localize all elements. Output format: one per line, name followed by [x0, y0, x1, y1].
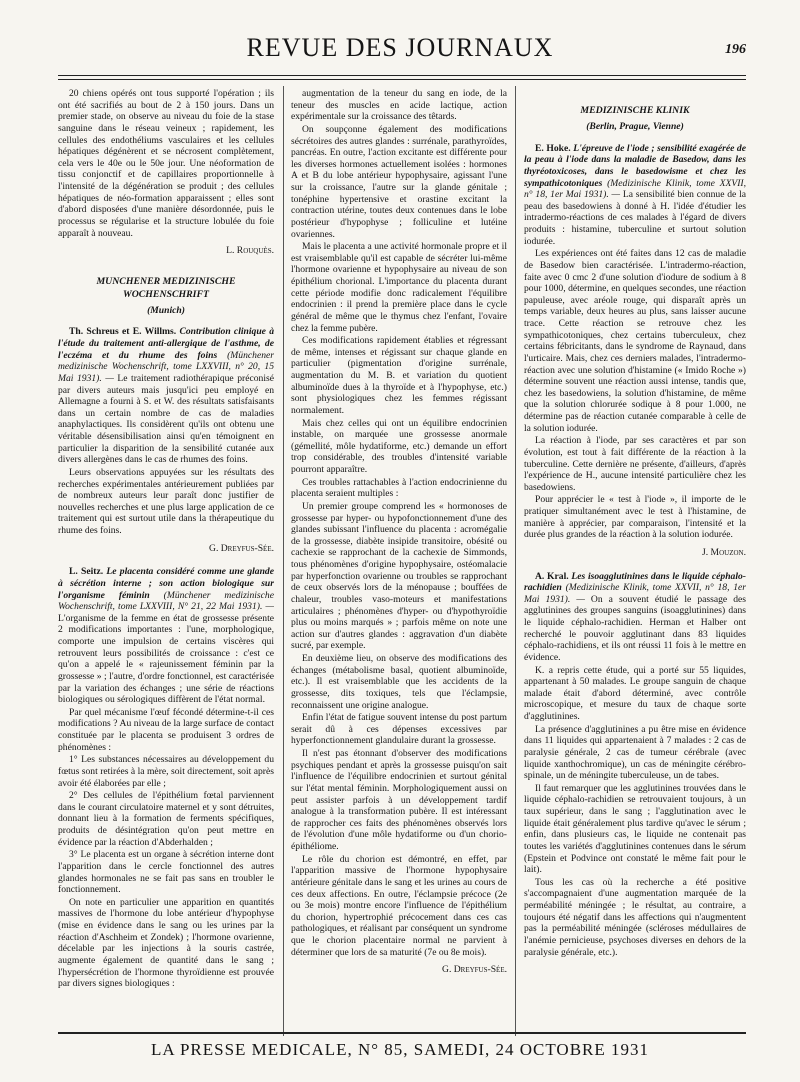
paragraph: On soupçonne également des modifications sécrétoires des autres glandes : surrénale, parathyroïdes, pancréas. En outre, l'action excitante est différente pour les diverses hormones actuellement isolées : hormones A et B du lobe antérieur hypophysaire, agissant l'une sur la croissance, l'autre sur la glande génitale ; tonéphine hypertensive et orastine excitant la contraction utérine, toutes deux contenues dans le lobe postérieur d'hypophyse ; folliculine et lutéine ovariennes. [291, 123, 507, 240]
paragraph: On note en particulier une apparition en quantités massives de l'hormone du lobe antérieur d'hypophyse (mise en évidence dans le sang ou les urines par la réaction d'Aschheim et Zondek) ; l'hormone ovarienne, décelable par les injections à la souris castrée, augmente également de quantité dans le sang ; l'hypersécrétion de l'hormone thyroïdienne est prouvée par divers signes biologiques : [58, 896, 274, 990]
paragraph: 1° Les substances nécessaires au développement du fœtus sont retirées à la mère, soit directement, soit après avoir été élaborées par elle ; [58, 754, 274, 789]
footer-rule [58, 1032, 746, 1034]
article-authors: Th. Schreus et E. Willms. [69, 326, 177, 338]
article-reference: (Medizinische Klinik, tome XXVII, n° 18, 1er Mai 1931). — [524, 177, 746, 201]
journal-title: MEDIZINISCHE KLINIK [580, 105, 690, 116]
signature: L. Rouquès. [226, 245, 274, 257]
signature: J. Mouzon. [702, 546, 746, 558]
article-lead [524, 143, 746, 248]
article-reference: (Medizinische Klinik, tome XXVII, n° 18, 1er Mai 1931). — [524, 582, 746, 605]
paragraph: Tous les cas où la recherche a été positive s'accompagnaient d'une augmentation marquée de la perméabilité méningée ; le résultat, au contraire, a toujours été négatif dans les affections qui n'augmentent pas la perméabilité méningée (scléroses médullaires de l'anémie pernicieuse, psychoses diverses en dehors de la paralysie générale, etc.). [524, 876, 746, 958]
paragraph: Mais chez celles qui ont un équilibre endocrinien instable, on marquée une grossesse anormale (gémellité, môle hydatiforme, etc.) demande un effort trop considérable, des troubles d'intensité variable pourront apparaître. [291, 417, 507, 475]
header-rule-inner [58, 79, 746, 80]
paragraph: Un premier groupe comprend les « hormonoses de grossesse par hyper- ou hypofonctionnement d'une des glandes subissant l'influence du placenta : acromégalie de la grossesse, diabète insipide transitoire, obésité ou cachexie se rapprochant de la cachexie de Simmonds, tous phénomènes d'origine hypophysaire, ostéomalacie par hyperfonction ovarienne ou troubles se rapprochant de ceux observés lors de la ménopause ; bouffées de chaleur, troubles vaso-moteurs et manifestations articulaires ; phénomènes d'hyper- ou d'hypothyroïdie plus ou moins marqués » ; parfois même on note une action sur d'autres glandes : aggravation d'un diabète sucré, par exemple. [291, 500, 507, 652]
paragraph: 2° Des cellules de l'épithélium fœtal parviennent dans le courant circulatoire maternel et y sont détruites, donnant lieu à la formation de ferments spécifiques, produits de désintégration qu'on peut mettre en évidence par la réaction d'Abderhalden ; [58, 790, 274, 848]
paragraph: En deuxième lieu, on observe des modifications des échanges (métabolisme basal, quotient albuminoïde, etc.). Il est vraisemblable que les accidents de la grossesse, dits toxiques, tels que l'éclampsie, reconnaissent une origine analogue. [291, 653, 507, 711]
paragraph: Le rôle du chorion est démontré, en effet, par l'apparition massive de l'hormone hypophysaire antérieure génitale dans le sang et les urines au cours de ces deux affections. En outre, l'éclampsie précoce (2e ou 3e mois) montre encore l'influence de l'épithélium du chorion, hypertrophié précocement dans ces cas pathologiques, et réalisant par conséquent un syndrome que le chorion placentaire normal ne parvient à déterminer que lors de sa maturité (7e ou 8e mois). [291, 853, 507, 958]
journal-title: MUNCHENER MEDIZINISCHE WOCHENSCHRIFT [96, 275, 236, 300]
column-1 [58, 88, 274, 1038]
paragraph: La réaction à l'iode, par ses caractères et par son évolution, est tout à fait différente de la réaction à la tuberculine. Cette dernière ne présente, d'ailleurs, d'après l'expérience de H., aucune intensité particulière chez les basedowiens. [524, 435, 746, 493]
header-rule [58, 75, 746, 76]
article-lead [58, 566, 274, 706]
article-first-text: On a souvent étudié le passage des agglutinines des groupes sanguins (isoagglutinines) dans le liquide céphalo-rachidien. Herman et Halber ont recherché le pouvoir agglutinant dans 83 liquides céphalo-rachidiens, et ils ont réussi 11 fois à le mettre en évidence. [524, 593, 746, 663]
article-reference: (Münchener medizinische Wochenschrift, tome LXXVIII, N° 21, 22 Mai 1931). — [58, 589, 274, 613]
paragraph: Pour apprécier le « test à l'iode », il importe de le pratiquer simultanément avec le test à l'histamine, de manière à apprécier, par comparaison, l'intensité et la durée plus grandes de la réaction à la solution iodurée. [524, 494, 746, 541]
article-title: Les isoagglutinines dans le liquide céphalo-rachidien [524, 570, 746, 594]
article-authors: L. Seitz. [69, 566, 104, 578]
article-first-text: La sensibilité bien connue de la peau des basedowiens à donné à H. l'idée d'étudier les intradermo-réactions de ces malades à l'égard de divers produits : histamine, tuberculine et surtout solution iodurée. [524, 189, 746, 247]
paragraph: 20 chiens opérés ont tous supporté l'opération ; ils ont été sacrifiés au bout de 2 à 150 jours. Dans un premier stade, on observe au niveau du foie de la stase sanguine dans le réseau veineux ; rapidement, les cellules des endothéliums vasculaires et les cellules hépatiques dégénèrent et se nécrosent complètement, cela vers le 40e ou le 50e jour. Une néoformation de tissu conjonctif et de capillaires proportionnelle à l'intensité de la dégénération se produit ; des cellules hépatiques de néo-formation apparaissent ; elles sont d'abord disposées d'une manière désordonnée, puis le processus se régularise et la structure lobulée du foie apparaît à nouveau. [58, 88, 274, 239]
intro-paragraphs [58, 88, 274, 239]
column-2 [291, 88, 507, 1038]
article-body [524, 248, 746, 541]
page-number: 196 [725, 42, 746, 57]
article-authors: E. Hoke. [535, 142, 571, 154]
article-title: Contribution clinique à l'étude du traitement anti-allergique de l'asthme, de l'eczéma et du rhume des foins [58, 326, 274, 361]
article-lead [58, 326, 274, 466]
paragraph: Mais le placenta a une activité hormonale propre et il est vraisemblable qu'il est capable de sécréter lui-même l'hormone ovarienne et hypophysaire au niveau de son épithélium chorional. L'importance du placenta durant cette période modifie donc radicalement l'équilibre endocrinien : il prend la première place dans le cycle général de même que le thymus chez l'enfant, l'ovaire chez la femme pubère. [291, 241, 507, 334]
paragraph: Leurs observations appuyées sur les résultats des recherches expérimentales antérieurement publiées par de nombreux auteurs leur paraît donc justifier de nouvelles recherches et une plus large application de ce traitement qui est surtout utile dans la thérapeutique du rhume des foins. [58, 466, 274, 536]
page-header-title: REVUE DES JOURNAUX [246, 33, 554, 62]
article-title: Le placenta considéré comme une glande à sécrétion interne ; son action biologique sur l'organisme féminin [58, 566, 274, 601]
article-body [291, 88, 507, 958]
paragraph: Les expériences ont été faites dans 12 cas de maladie de Basedow bien caractérisée. L'intradermo-réaction, faite avec 0 cmc 2 d'une solution d'iodure de sodium à 8 pour 1000, détermine, en quelques secondes, une réaction papuleuse, avec aréole rouge, qui disparaît après un temps variable, deux heures au plus, sans laisser aucune trace. Cette réaction se retrouve chez les sympathicotoniques, chez certains tuberculeux, chez certains fébricitants, dans le syndrome de Raynaud, dans l'urticaire. Mais, chez ces derniers malades, l'intradermo-réaction avec une solution d'histamine (« Imido Roche ») détermine souvent une réaction aussi intense, tandis que, chez les basedowiens, la solution d'histamine, de même que la solution chlorurée sodique à 8 pour 1.000, ne détermine pas de réaction cutanée comparable à celle de la solution iodurée. [524, 248, 746, 434]
journal-subtitle: (Berlin, Prague, Vienne) [586, 121, 684, 132]
article-authors: A. Kral. [535, 570, 569, 582]
paragraph: Par quel mécanisme l'œuf fécondé détermine-t-il ces modifications ? Au niveau de la large surface de contact constituée par le placenta se produisent 3 ordres de phénomènes : [58, 706, 274, 753]
article-reference: (Münchener medizinische Wochenschrift, tome LXXVIII, n° 20, 15 Mai 1931). — [58, 349, 274, 384]
article-first-text: L'organisme de la femme en état de grossesse présente 2 modifications importantes : l'une, morphologique, comporte une impulsion de certains viscères qui retrouvent leurs possibilités de croissance : c'est ce qu'on a appelé le « rajeunissement féminin par la grossesse » ; l'autre, d'ordre fonctionnel, est caractérisée par la variation des échanges ; une série de réactions biologiques ou sérologiques diffèrent de l'état normal. [58, 612, 274, 706]
column-divider [515, 86, 516, 1036]
journal-subtitle: (Munich) [147, 304, 185, 316]
article-first-text: Le traitement radiothérapique préconisé par divers auteurs mais jusqu'ici peu employé en Allemagne a fourni à S. et W. des résultats satisfaisants dans un certain nombre de cas de maladies anaphylactiques. Ils considèrent qu'ils ont obtenu une véritable désensibilisation ainsi qu'en témoignent en particulier la disparition de la sensibilité cutanée aux divers allergènes dans le cas de rhumes des foins. [58, 372, 274, 466]
article-body [524, 665, 746, 959]
article-lead [524, 571, 746, 664]
paragraph: K. a repris cette étude, qui a porté sur 55 liquides, appartenant à 50 malades. Le groupe sanguin de chaque malade était d'abord déterminé, avec contrôle microscopique, et mesure du taux de chaque sorte d'agglutinines. [524, 664, 746, 722]
paragraph: Enfin l'état de fatigue souvent intense du post partum serait dû à ces dépenses excessives par hyperfonctionnement glandulaire durant la grossesse. [291, 712, 507, 747]
signature: G. Dreyfus-Sée. [209, 542, 274, 554]
signature: G. Dreyfus-Sée. [442, 964, 507, 976]
paragraph: Il n'est pas étonnant d'observer des modifications psychiques pendant et après la grossesse puisqu'on sait l'influence de l'équilibre endocrinien et surtout génital sur l'état mental féminin. Morphologiquement aussi on peut assister parfois à un développement tardif analogue à la transformation pubère. Il est intéressant de rapprocher ces faits des phénomènes observés lors de l'évolution d'une môle hydatiforme ou d'un chorio-épithéliome. [291, 748, 507, 852]
paragraph: Ces modifications rapidement établies et régressant de même, intenses et régissant sur chaque glande en particulier (pigmentation d'origine surrénale, augmentation du M. B. et variation du quotient albuminoïde dues à la thyroïde et à l'hypophyse, etc.) sont physiologiques chez les femmes régissant normalement. [291, 335, 507, 416]
paragraph: La présence d'agglutinines a pu être mise en évidence dans 11 liquides qui appartenaient à 7 malades : 2 cas de paralysie générale, 2 cas de tumeur cérébrale (avec liquide xanthochromique), un cas de méningite cérébro-spinale, un de méningite tuberculeuse, un de tabes. [524, 723, 746, 782]
paragraph: 3° Le placenta est un organe à sécrétion interne dont l'apparition dans le cercle fonctionnel des autres glandes hormonales ne se fait pas sans en troubler le fonctionnement. [58, 849, 274, 896]
paragraph: Il faut remarquer que les agglutinines trouvées dans le liquide céphalo-rachidien se retrouvaient toujours, à un taux supérieur, dans le sang ; l'agglutination avec le liquide était généralement plus tardive qu'avec le sérum ; enfin, dans plusieurs cas, le liquide ne contenait pas toutes les variétés d'agglutinines contenues dans le sérum (Epstein et Podvince ont constaté le même fait pour le lait). [524, 782, 746, 876]
column-divider [283, 86, 284, 1036]
column-3 [524, 88, 746, 1038]
page-footer: LA PRESSE MEDICALE, N° 85, SAMEDI, 24 OCTOBRE 1931 [150, 1040, 650, 1059]
article-body [58, 707, 274, 990]
article-title: L'épreuve de l'iode ; sensibilité exagérée de la peau à l'iode dans la maladie de Basedow, dans les thyréotoxicoses, dans le basedowisme et chez les sympathicotoniques [524, 142, 746, 189]
article-body [58, 467, 274, 537]
paragraph: Ces troubles rattachables à l'action endocrinienne du placenta seraient multiples : [291, 476, 507, 500]
paragraph: augmentation de la teneur du sang en iode, de la teneur des muscles en acide lactique, action expérimentale sur la croissance des têtards. [291, 88, 507, 123]
